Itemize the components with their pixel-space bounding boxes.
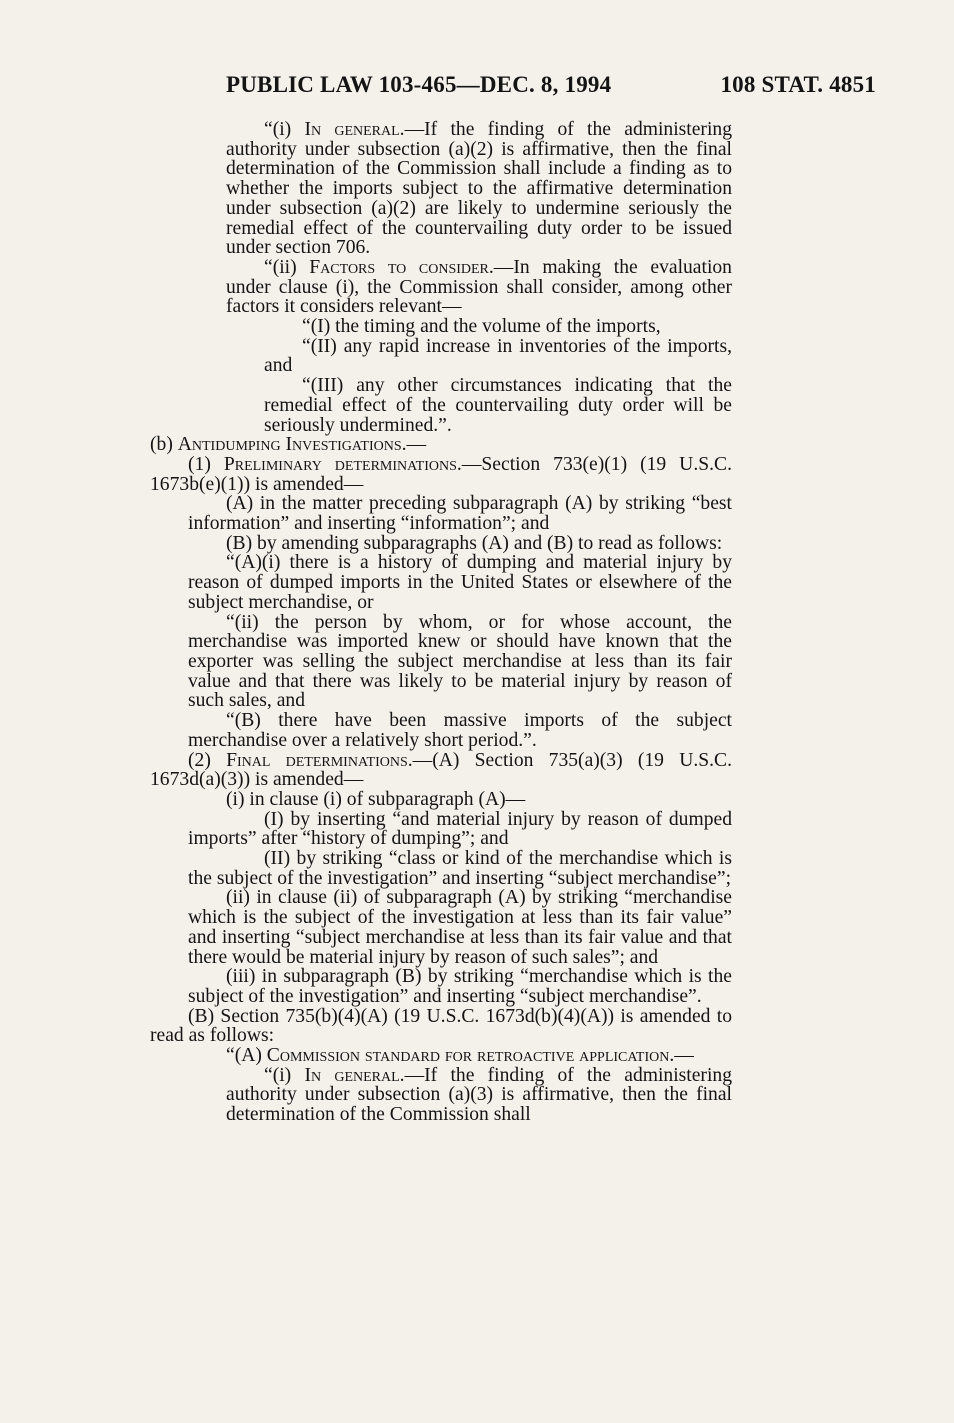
paragraph-Ai-history: “(A)(i) there is a history of dumping and material injury by reason of dumped imports in the United States or elsewhere of the subject merchandise, or: [188, 552, 732, 613]
paragraph-2-final: (2) Final determinations.—(A) Section 735(a)(3) (19 U.S.C. 1673d(a)(3)) is amended—: [150, 749, 733, 791]
paragraph-subclause-II: “(II) any rapid increase in inventories of the imports, and: [264, 335, 732, 377]
paragraph-subclause-III: “(III) any other circumstances indicating that the remedial effect of the countervailing duty order will be seriously undermined.”.: [264, 375, 732, 436]
page-header: [226, 72, 876, 102]
paragraph-ii-clause-ii: (ii) in clause (ii) of subparagraph (A) by striking “merchandise which is the subject of the investigation at less than its fair value” and inserting “subject merchandise at less than its fair value and that there would be material injury by reason of such sales”; and: [188, 887, 732, 968]
paragraph-clause-ii-factors: “(ii) Factors to consider.—In making the evaluation under clause (i), the Commission shall consider, among other factors it considers relevant—: [226, 256, 732, 318]
paragraph-i-general-final: “(i) In general.—If the finding of the administering authority under subsection (a)(3) is affirmative, then the final determination of the Commission shall: [226, 1064, 732, 1126]
paragraph-ii-person: “(ii) the person by whom, or for whose account, the merchandise was imported knew or should have known that the exporter was selling the subject merchandise at less than its fair value and that there was likely to be material injury by reason of such sales, and: [188, 611, 732, 712]
body-text: [150, 120, 732, 1125]
paragraph-B-amending: (B) by amending subparagraphs (A) and (B) to read as follows:: [226, 532, 723, 554]
paragraph-A-matter-preceding: (A) in the matter preceding subparagraph (A) by striking “best information” and inserting “information”; and: [188, 493, 732, 535]
paragraph-I-inserting: (I) by inserting “and material injury by reason of dumped imports” after “history of dumping”; and: [188, 808, 732, 850]
paragraph-iii-subparagraph-B: (iii) in subparagraph (B) by striking “merchandise which is the subject of the investigation” and inserting “subject merchandise”.: [188, 966, 732, 1007]
paragraph-B-massive-imports: “(B) there have been massive imports of the subject merchandise over a relatively short period.”.: [188, 710, 732, 751]
paragraph-B-section-735: (B) Section 735(b)(4)(A) (19 U.S.C. 1673d(b)(4)(A)) is amended to read as follows:: [150, 1005, 732, 1047]
paragraph-II-striking: (II) by striking “class or kind of the merchandise which is the subject of the investigation” and inserting “subject merchandise”;: [188, 848, 732, 889]
paragraph-1-preliminary: (1) Preliminary determinations.—Section 733(e)(1) (19 U.S.C. 1673b(e)(1)) is amended—: [150, 453, 732, 495]
paragraph-b-antidumping: (b) Antidumping Investigations.—: [150, 434, 427, 456]
paragraph-clause-i-general: “(i) In general.—If the finding of the administering authority under subsection (a)(2) is affirmative, then the final determination of the Commission shall include a finding as to whether the imports subject to the affirmative determination under subsection (a)(2) are likely to undermine seriously the remedial effect of the countervailing duty order to be issued under section 706.: [226, 119, 732, 259]
paragraph-i-clause-i: (i) in clause (i) of subparagraph (A)—: [226, 788, 526, 810]
header-stat-page: 108 STAT. 4851: [720, 72, 876, 97]
paragraph-subclause-I: “(I) the timing and the volume of the imports,: [302, 316, 661, 338]
paragraph-A-commission-standard: “(A) Commission standard for retroactive application.—: [226, 1045, 694, 1067]
header-law-citation: PUBLIC LAW 103-465—DEC. 8, 1994: [226, 72, 612, 97]
